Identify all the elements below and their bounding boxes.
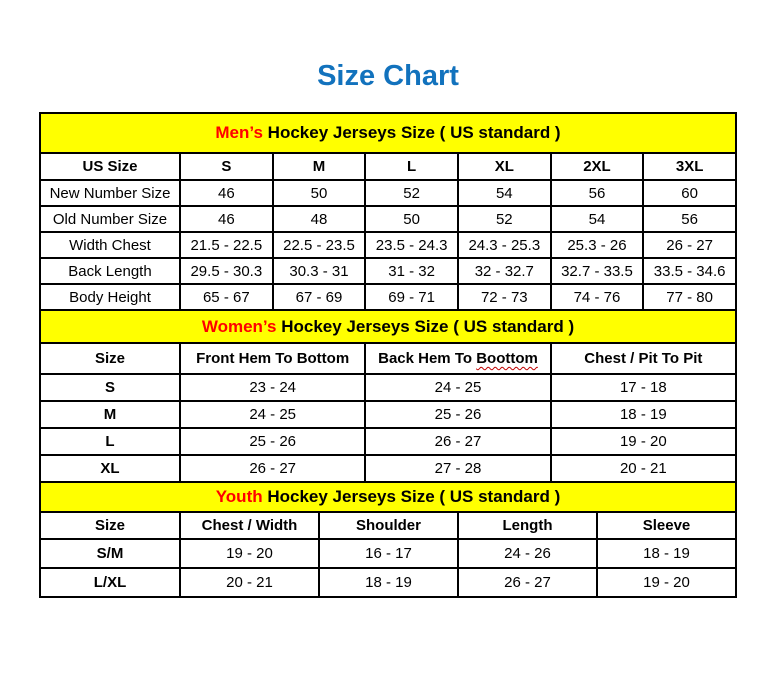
table-row (40, 374, 736, 401)
value-cell: 56 (551, 180, 644, 206)
value-cell: 21.5 - 22.5 (180, 232, 273, 258)
value-cell: 23.5 - 24.3 (365, 232, 458, 258)
table-row (40, 428, 736, 455)
youth-section-header (40, 482, 736, 512)
value-cell: 24 - 25 (365, 374, 550, 401)
value-cell: 25.3 - 26 (551, 232, 644, 258)
value-cell: 17 - 18 (551, 374, 736, 401)
value-cell: 25 - 26 (365, 401, 550, 428)
value-cell: 74 - 76 (551, 284, 644, 310)
value-cell: 52 (365, 180, 458, 206)
value-cell: 46 (180, 206, 273, 232)
back-hem-prefix: Back Hem To (378, 350, 473, 367)
mens-size-table (39, 112, 737, 311)
value-cell: 33.5 - 34.6 (643, 258, 736, 284)
row-label: S (40, 374, 180, 401)
column-header: Front Hem To Bottom (180, 343, 365, 374)
mens-title-text: Hockey Jerseys Size ( US standard ) (267, 123, 561, 142)
table-row (40, 455, 736, 482)
column-header: S (180, 153, 273, 180)
column-header: 2XL (551, 153, 644, 180)
table-row (40, 258, 736, 284)
value-cell: 19 - 20 (551, 428, 736, 455)
womens-section-header (40, 310, 736, 343)
row-label: Old Number Size (40, 206, 180, 232)
youth-column-header-row (40, 512, 736, 539)
mens-section-header (40, 113, 736, 153)
table-row (40, 232, 736, 258)
spellcheck-underlined-word: Boottom (476, 350, 538, 367)
value-cell: 50 (273, 180, 366, 206)
column-header: Chest / Pit To Pit (551, 343, 736, 374)
column-header: L (365, 153, 458, 180)
column-header: 3XL (643, 153, 736, 180)
column-header: Chest / Width (180, 512, 319, 539)
row-label: Width Chest (40, 232, 180, 258)
value-cell: 72 - 73 (458, 284, 551, 310)
value-cell: 29.5 - 30.3 (180, 258, 273, 284)
row-label: Back Length (40, 258, 180, 284)
value-cell: 50 (365, 206, 458, 232)
womens-size-table (39, 309, 737, 483)
womens-section-title (40, 310, 736, 343)
value-cell: 24.3 - 25.3 (458, 232, 551, 258)
value-cell: 18 - 19 (551, 401, 736, 428)
youth-title-keyword: Youth (215, 487, 263, 506)
value-cell: 27 - 28 (365, 455, 550, 482)
column-header: Sleeve (597, 512, 736, 539)
value-cell: 24 - 26 (458, 539, 597, 568)
womens-title-text: Hockey Jerseys Size ( US standard ) (281, 316, 575, 336)
row-label: L (40, 428, 180, 455)
mens-column-header-row (40, 153, 736, 180)
value-cell: 56 (643, 206, 736, 232)
column-header: M (273, 153, 366, 180)
youth-section-title (40, 482, 736, 512)
youth-title-text: Hockey Jerseys Size ( US standard ) (267, 487, 561, 506)
womens-column-header-row (40, 343, 736, 374)
value-cell: 60 (643, 180, 736, 206)
table-row (40, 206, 736, 232)
youth-size-table (39, 481, 737, 598)
value-cell: 18 - 19 (597, 539, 736, 568)
mens-section-title (40, 113, 736, 153)
column-header: Size (40, 343, 180, 374)
value-cell: 31 - 32 (365, 258, 458, 284)
row-label: L/XL (40, 568, 180, 597)
value-cell: 52 (458, 206, 551, 232)
value-cell: 26 - 27 (180, 455, 365, 482)
value-cell: 69 - 71 (365, 284, 458, 310)
column-header: Length (458, 512, 597, 539)
value-cell: 18 - 19 (319, 568, 458, 597)
value-cell: 30.3 - 31 (273, 258, 366, 284)
value-cell: 65 - 67 (180, 284, 273, 310)
mens-title-keyword: Men’s (215, 123, 263, 142)
womens-title-keyword: Women’s (201, 316, 277, 336)
value-cell: 46 (180, 180, 273, 206)
value-cell: 32.7 - 33.5 (551, 258, 644, 284)
value-cell: 54 (458, 180, 551, 206)
table-row (40, 539, 736, 568)
value-cell: 20 - 21 (180, 568, 319, 597)
table-row (40, 401, 736, 428)
row-label: New Number Size (40, 180, 180, 206)
value-cell: 54 (551, 206, 644, 232)
row-label: XL (40, 455, 180, 482)
value-cell: 77 - 80 (643, 284, 736, 310)
value-cell: 20 - 21 (551, 455, 736, 482)
value-cell: 26 - 27 (458, 568, 597, 597)
value-cell: 23 - 24 (180, 374, 365, 401)
row-label: S/M (40, 539, 180, 568)
row-label: M (40, 401, 180, 428)
row-label: Body Height (40, 284, 180, 310)
table-row (40, 284, 736, 310)
column-header: XL (458, 153, 551, 180)
table-row (40, 180, 736, 206)
value-cell: 24 - 25 (180, 401, 365, 428)
value-cell: 19 - 20 (180, 539, 319, 568)
value-cell: 16 - 17 (319, 539, 458, 568)
value-cell: 26 - 27 (365, 428, 550, 455)
value-cell: 19 - 20 (597, 568, 736, 597)
value-cell: 25 - 26 (180, 428, 365, 455)
value-cell: 32 - 32.7 (458, 258, 551, 284)
value-cell: 22.5 - 23.5 (273, 232, 366, 258)
page-title: Size Chart (317, 60, 459, 92)
value-cell: 67 - 69 (273, 284, 366, 310)
column-header: Shoulder (319, 512, 458, 539)
value-cell: 48 (273, 206, 366, 232)
size-chart-tables (39, 112, 737, 598)
table-row (40, 568, 736, 597)
column-header-misspelled (365, 343, 550, 374)
value-cell: 26 - 27 (643, 232, 736, 258)
column-header: Size (40, 512, 180, 539)
column-header: US Size (40, 153, 180, 180)
